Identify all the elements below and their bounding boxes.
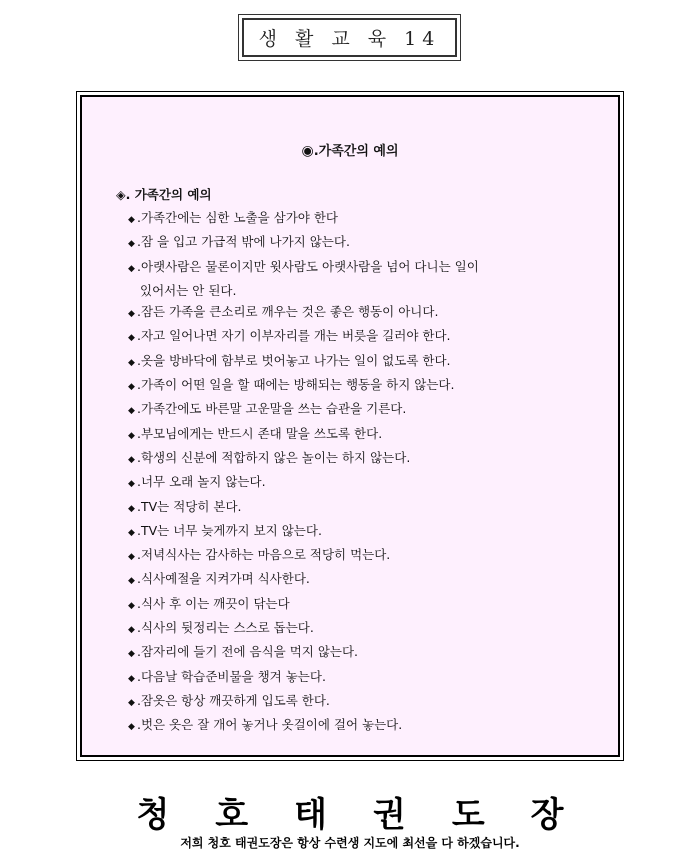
rule-text: .저녁식사는 감사하는 마음으로 적당히 먹는다. (137, 547, 391, 563)
list-item (128, 207, 479, 231)
list-item (128, 350, 479, 374)
rule-text: .잠옷은 항상 깨끗하게 입도록 한다. (137, 692, 330, 708)
rule-text: .식사의 뒷정리는 스스로 돕는다. (137, 620, 314, 636)
list-item (128, 544, 479, 568)
diamond-bullet-icon: ◆ (128, 430, 135, 441)
diamond-bullet-icon: ◆ (128, 333, 135, 344)
content-frame (76, 91, 624, 761)
rule-text: .가족이 어떤 일을 할 때에는 방해되는 행동을 하지 않는다. (137, 377, 455, 393)
list-item (128, 231, 479, 255)
title-box (238, 14, 461, 61)
diamond-bullet-icon: ◆ (128, 576, 135, 587)
diamond-bullet-icon: ◆ (128, 309, 135, 320)
rule-text: .다음날 학습준비물을 챙겨 놓는다. (137, 668, 326, 684)
list-item (128, 374, 479, 398)
rule-text: .가족간에도 바른말 고운말을 쓰는 습관을 기른다. (137, 401, 407, 417)
rule-text: .TV는 적당히 본다. (137, 498, 242, 514)
section-heading-text: .가족간의 예의 (313, 144, 399, 159)
rule-text: .벗은 옷은 잘 개어 놓거나 옷걸이에 걸어 놓는다. (137, 717, 403, 733)
section-heading (82, 140, 618, 159)
subheading: ◈. 가족간의 예의 (116, 187, 212, 202)
rule-text: .TV는 너무 늦게까지 보지 않는다. (137, 522, 322, 538)
diamond-bullet-icon: ◆ (128, 382, 135, 393)
rule-text: .식사예절을 지켜가며 식사한다. (137, 571, 310, 587)
diamond-bullet-icon: ◆ (128, 673, 135, 684)
list-item (128, 447, 479, 471)
list-item (128, 641, 479, 665)
footer-subtitle: 저희 청호 태권도장은 항상 수련생 지도에 최선을 다 하겠습니다. (180, 836, 520, 850)
list-item (128, 471, 479, 495)
list-item (128, 714, 479, 738)
list-item (128, 423, 479, 447)
list-item (128, 398, 479, 422)
list-item (128, 690, 479, 714)
rule-text: .식사 후 이는 깨끗이 닦는다 (137, 595, 290, 611)
diamond-bullet-icon: ◆ (128, 357, 135, 368)
diamond-bullet-icon: ◆ (128, 406, 135, 417)
list-item (128, 593, 479, 617)
target-mark-icon: ◉ (301, 143, 314, 159)
diamond-bullet-icon: ◆ (128, 649, 135, 660)
rule-text-continuation: 있어서는 안 된다. (140, 282, 237, 298)
rule-text: .학생의 신분에 적합하지 않은 놀이는 하지 않는다. (137, 449, 411, 465)
diamond-bullet-icon: ◆ (128, 215, 135, 225)
diamond-bullet-icon: ◆ (128, 479, 135, 490)
rule-text: .아랫사람은 물론이지만 윗사람도 아랫사람을 넘어 다니는 일이 (137, 258, 479, 274)
rule-text: .너무 오래 놀지 않는다. (137, 474, 266, 490)
rule-text: .잠자리에 들기 전에 음식을 먹지 않는다. (137, 644, 359, 660)
list-item (128, 301, 479, 325)
list-item (128, 617, 479, 641)
rule-text: .자고 일어나면 자기 이부자리를 개는 버릇을 길러야 한다. (137, 328, 451, 344)
diamond-bullet-icon: ◆ (128, 722, 135, 733)
diamond-bullet-icon: ◆ (128, 527, 135, 538)
list-item (128, 325, 479, 349)
list-item (128, 496, 479, 520)
diamond-bullet-icon: ◆ (128, 503, 135, 514)
list-item (128, 520, 479, 544)
diamond-bullet-icon: ◆ (128, 239, 135, 250)
diamond-bullet-icon: ◆ (128, 697, 135, 708)
footer-title: 청호태권도장 (136, 795, 610, 835)
diamond-bullet-icon: ◆ (128, 552, 135, 563)
rule-text: .잠 을 입고 가급적 밖에 나가지 않는다. (137, 234, 350, 250)
rules-list (128, 207, 479, 739)
rule-text: .옷을 방바닥에 함부로 벗어놓고 나가는 일이 없도록 한다. (137, 352, 451, 368)
list-item (128, 568, 479, 592)
diamond-bullet-icon: ◆ (128, 625, 135, 636)
list-item (128, 666, 479, 690)
list-item (128, 256, 479, 302)
content-panel (80, 95, 620, 757)
diamond-bullet-icon: ◆ (128, 454, 135, 465)
page-title: 생 활 교 육 14 (242, 18, 457, 57)
rule-text: .가족간에는 심한 노출을 삼가야 한다 (137, 210, 338, 225)
rule-text: .부모님에게는 반드시 존대 말을 쓰도록 한다. (137, 425, 383, 441)
diamond-bullet-icon: ◆ (128, 600, 135, 611)
diamond-bullet-icon: ◆ (128, 263, 135, 274)
rule-text: .잠든 가족을 큰소리로 깨우는 것은 좋은 행동이 아니다. (137, 304, 439, 320)
